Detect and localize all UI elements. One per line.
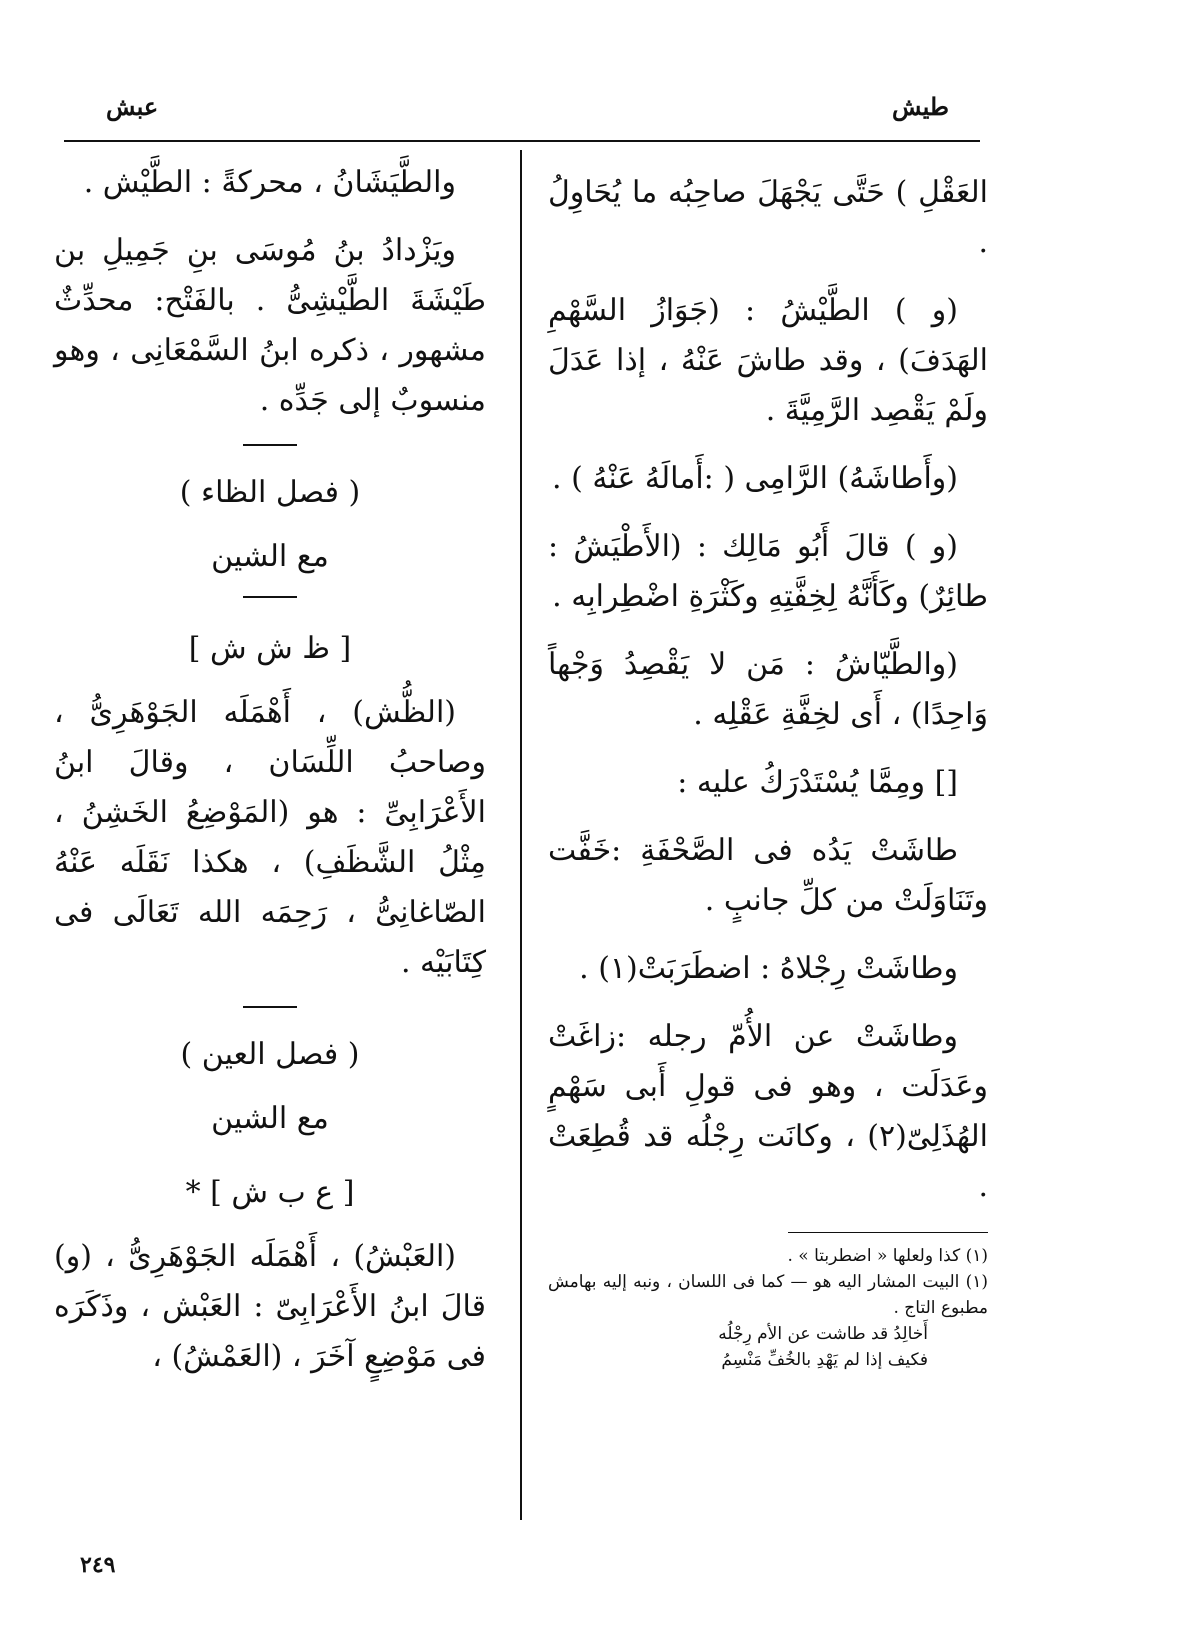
paragraph: (و ) قالَ أَبُو مَالِك : (الأَطْيَشُ : طائِرٌ) وكَأَنَّهُ لِخِفَّتِهِ وكَثْرَةِ اضْطِرابِه . — [548, 529, 988, 614]
footnotes — [548, 1243, 988, 1373]
footnote-2: (١) البيت المشار اليه هو — كما فى اللسان ، ونبه إليه بهامش مطبوع التاج . — [548, 1272, 988, 1318]
paragraph: (وأَطاشَهُ) الرَّامِى ( :أَمالَهُ عَنْهُ ) . — [552, 461, 958, 496]
paragraph: طاشَتْ يَدُه فى الصَّحْفَةِ :خَفَّت وتَنَاوَلَتْ من كلِّ جانبٍ . — [548, 833, 988, 918]
column-divider — [520, 150, 522, 1520]
root-heading: [ ع ب ش ] * — [185, 1175, 355, 1210]
section-subtitle: مع الشين — [211, 539, 329, 574]
section-separator — [243, 444, 297, 446]
paragraph: (و ) الطَّيْشُ : (جَوَازُ السَّهْمِ الهَدَفَ) ، وقد طاشَ عَنْهُ ، إذا عَدَلَ ولَمْ يَقْصِد الرَّمِيَّةَ . — [548, 293, 988, 428]
section-title: ( فصل العين ) — [180, 1037, 360, 1072]
section-separator — [243, 596, 297, 598]
paragraph: والطَّيَشَانُ ، محركةً : الطَّيْش . — [83, 165, 456, 200]
paragraph: وطاشَتْ عن الأُمّ رجله :زاغَتْ وعَدَلَت ، وهو فى قولِ أَبى سَهْمٍ الهُذَلِىّ(٢) ، وكانَت رِجْلُه قد قُطِعَتْ . — [548, 1019, 988, 1204]
footnote-rule — [788, 1232, 988, 1233]
paragraph: وطاشَتْ رِجْلاهُ : اضطَرَبَتْ(١) . — [579, 951, 958, 986]
paragraph: (العَبْشُ) ، أَهْمَلَه الجَوْهَرِىُّ ، (و) قالَ ابنُ الأَعْرَابِىّ : العَبْش ، وذَكَرَه فى مَوْضِعٍ آخَرَ ، (العَمْشُ) ، — [54, 1239, 486, 1374]
paragraph: [] ومِمَّا يُسْتَدْرَكُ عليه : — [677, 765, 958, 800]
paragraph: العَقْلِ ) حَتَّى يَجْهَلَ صاحِبُه ما يُحَاوِلُ . — [548, 175, 988, 260]
paragraph: (والطَّيّاشُ : مَن لا يَقْصِدُ وَجْهاً وَاحِدًا) ، أَى لخِفَّةِ عَقْلِه . — [548, 647, 988, 732]
root-heading: [ ظ ش ش ] — [188, 631, 352, 666]
verse-line-1: أَخالِدُ قد طاشت عن الأم رِجْلُه — [718, 1324, 928, 1344]
paragraph: ويَزْدادُ بنُ مُوسَى بنِ جَمِيلِ بن طَيْشَةَ الطَّيْشِىُّ . بالفَتْح: محدِّثٌ مشهور ، ذكره ابنُ السَّمْعَانِى ، وهو منسوبٌ إلى جَدِّه . — [54, 233, 486, 418]
page-number: ٢٤٩ — [80, 1552, 116, 1578]
section-title: ( فصل الظاء ) — [179, 475, 361, 510]
section-subtitle: مع الشين — [211, 1101, 329, 1136]
paragraph: (الظُّش) ، أَهْمَلَه الجَوْهَرِىُّ ، وصاحبُ اللِّسَان ، وقالَ ابنُ الأَعْرَابِىِّ : هو (المَوْضِعُ الخَشِنُ ، مِثْلُ الشَّظَفِ) ، هكذا نَقَلَه عَنْهُ الصّاغانِىُّ ، رَحِمَه الله تَعَالَى فى كِتَابَيْه . — [54, 695, 486, 980]
left-column — [54, 158, 486, 1400]
right-column — [548, 168, 988, 1373]
running-header-left: عبش — [106, 92, 159, 121]
verse-line-2: فكيف إذا لم يَهْدِ بالخُفِّ مَنْسِمُ — [721, 1350, 928, 1370]
header-rule — [64, 140, 980, 142]
running-header-right: طيش — [892, 92, 949, 121]
section-separator — [243, 1006, 297, 1008]
footnote-1: (١) كذا ولعلها « اضطربتا » . — [787, 1246, 988, 1266]
